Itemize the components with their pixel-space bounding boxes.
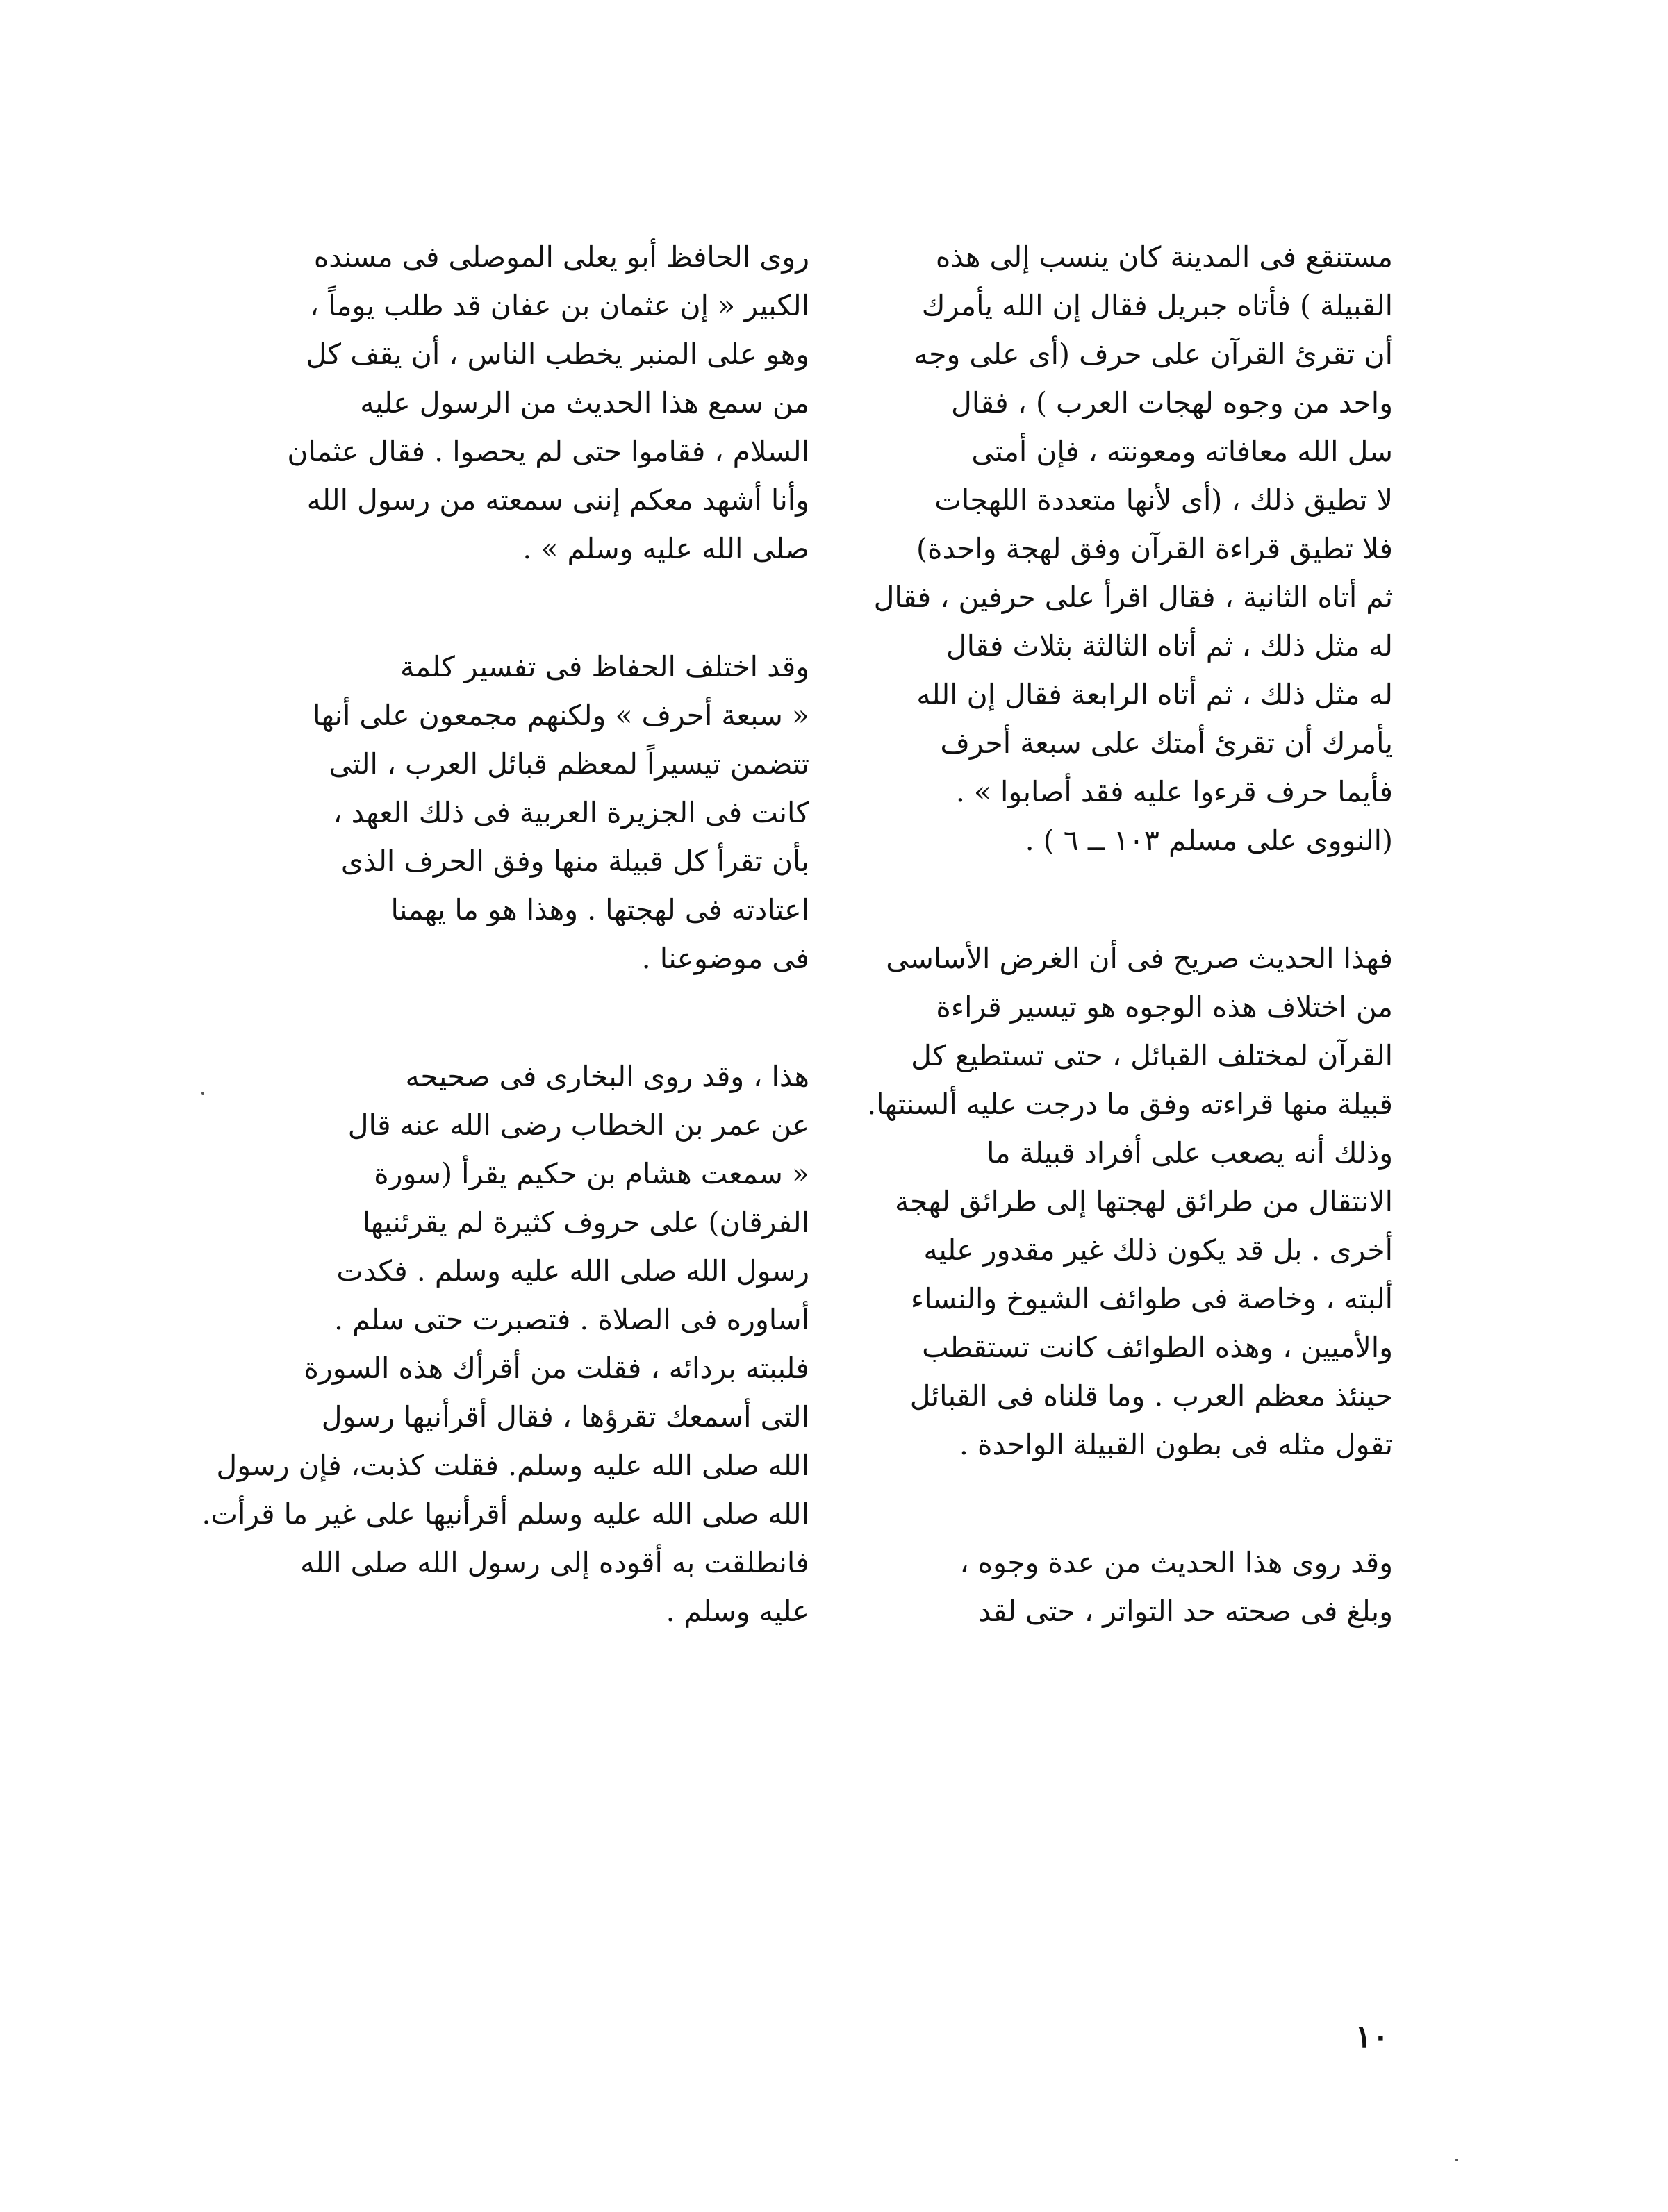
paragraph <box>851 233 1393 865</box>
text-line: تقول مثله فى بطون القبيلة الواحدة . <box>959 1428 1393 1461</box>
left-column <box>201 233 809 1636</box>
text-line: وذلك أنه يصعب على أفراد قبيلة ما <box>986 1136 1393 1170</box>
text-line: روى الحافظ أبو يعلى الموصلى فى مسنده <box>313 240 809 274</box>
text-line: كانت فى الجزيرة العربية فى ذلك العهد ، <box>333 796 809 829</box>
text-line: حينئذ معظم العرب . وما قلناه فى القبائل <box>909 1379 1393 1413</box>
text-line: فأيما حرف قرءوا عليه فقد أصابوا » . <box>955 775 1393 808</box>
text-line: فى موضوعنا . <box>641 942 809 975</box>
scan-speck <box>1455 2159 1458 2161</box>
text-line: صلى الله عليه وسلم » . <box>522 532 809 565</box>
text-line: السلام ، فقاموا حتى لم يحصوا . فقال عثمان <box>287 435 809 468</box>
text-line: سل الله معافاته ومعونته ، فإن أمتى <box>971 435 1393 468</box>
text-line: تتضمن تيسيراً لمعظم قبائل العرب ، التى <box>329 747 809 781</box>
paragraph <box>201 1052 809 1636</box>
text-line: القبيلة ) فأتاه جبريل فقال إن الله يأمرك <box>921 289 1393 322</box>
text-line: أن تقرئ القرآن على حرف (أى على وجه <box>914 338 1393 371</box>
text-line: وقد اختلف الحفاظ فى تفسير كلمة <box>400 650 809 683</box>
paragraph <box>851 1538 1393 1636</box>
text-line: فهذا الحديث صريح فى أن الغرض الأساسى <box>886 942 1393 975</box>
text-line: الله صلى الله عليه وسلم. فقلت كذبت، فإن رسول <box>216 1449 809 1482</box>
paragraph-gap <box>851 1469 1393 1538</box>
right-column <box>851 233 1393 1636</box>
text-line: أساوره فى الصلاة . فتصبرت حتى سلم . <box>334 1303 809 1336</box>
text-line: ثم أتاه الثانية ، فقال اقرأ على حرفين ، فقال <box>873 581 1393 614</box>
text-line: له مثل ذلك ، ثم أتاه الثالثة بثلاث فقال <box>946 629 1393 663</box>
text-line: فانطلقت به أقوده إلى رسول الله صلى الله <box>300 1546 809 1579</box>
text-line: من سمع هذا الحديث من الرسول عليه <box>360 386 809 419</box>
text-line: الكبير « إن عثمان بن عفان قد طلب يوماً ، <box>309 289 809 322</box>
text-line: ألبته ، وخاصة فى طوائف الشيوخ والنساء <box>910 1282 1393 1315</box>
text-line: من اختلاف هذه الوجوه هو تيسير قراءة <box>936 990 1393 1024</box>
paragraph <box>267 233 809 573</box>
text-line: « سمعت هشام بن حكيم يقرأ (سورة <box>374 1157 809 1190</box>
text-line: والأميين ، وهذه الطوائف كانت تستقطب <box>922 1331 1393 1364</box>
text-line: هذا ، وقد روى البخارى فى صحيحه <box>405 1060 809 1093</box>
text-line: مستنقع فى المدينة كان ينسب إلى هذه <box>935 240 1393 274</box>
paragraph <box>851 934 1393 1469</box>
text-line: فلا تطيق قراءة القرآن وفق لهجة واحدة) <box>916 532 1393 565</box>
text-line: قبيلة منها قراءته وفق ما درجت عليه ألسنتها. <box>867 1088 1393 1121</box>
text-line: الله صلى الله عليه وسلم أقرأنيها على غير ما قرأت. <box>201 1497 809 1531</box>
text-line: بأن تقرأ كل قبيلة منها وفق الحرف الذى <box>340 845 809 878</box>
text-line: له مثل ذلك ، ثم أتاه الرابعة فقال إن الله <box>916 678 1393 711</box>
text-line: لا تطيق ذلك ، (أى لأنها متعددة اللهجات <box>934 483 1393 517</box>
text-line: الانتقال من طرائق لهجتها إلى طرائق لهجة <box>895 1185 1393 1218</box>
text-line: عن عمر بن الخطاب رضى الله عنه قال <box>347 1108 809 1142</box>
scan-speck <box>201 1092 204 1095</box>
paragraph-gap <box>267 983 809 1052</box>
text-line: « سبعة أحرف » ولكنهم مجمعون على أنها <box>313 699 809 732</box>
paragraph-gap <box>851 865 1393 934</box>
text-line: يأمرك أن تقرئ أمتك على سبعة أحرف <box>940 726 1393 760</box>
text-line: وبلغ فى صحته حد التواتر ، حتى لقد <box>978 1595 1393 1628</box>
text-line: الفرقان) على حروف كثيرة لم يقرئنيها <box>362 1206 809 1239</box>
text-line: التى أسمعك تقرؤها ، فقال أقرأنيها رسول <box>321 1400 809 1433</box>
text-line: وقد روى هذا الحديث من عدة وجوه ، <box>959 1546 1393 1579</box>
text-line: وهو على المنبر يخطب الناس ، أن يقف كل <box>306 338 809 371</box>
text-line: اعتادته فى لهجتها . وهذا هو ما يهمنا <box>390 893 809 926</box>
text-line: رسول الله صلى الله عليه وسلم . فكدت <box>336 1254 809 1288</box>
paragraph <box>267 642 809 983</box>
paragraph-gap <box>267 573 809 642</box>
text-line: وأنا أشهد معكم إننى سمعته من رسول الله <box>306 483 809 517</box>
citation-line: (النووى على مسلم ١٠٣ ــ ٦ ) . <box>1025 824 1393 857</box>
text-line: أخرى . بل قد يكون ذلك غير مقدور عليه <box>923 1233 1393 1267</box>
text-line: القرآن لمختلف القبائل ، حتى تستطيع كل <box>911 1039 1393 1072</box>
page-number: ١٠ <box>1355 2018 1389 2055</box>
text-line: فلببته بردائه ، فقلت من أقرأك هذه السورة <box>304 1352 809 1385</box>
text-line: واحد من وجوه لهجات العرب ) ، فقال <box>951 386 1393 419</box>
text-line: عليه وسلم . <box>666 1595 809 1628</box>
